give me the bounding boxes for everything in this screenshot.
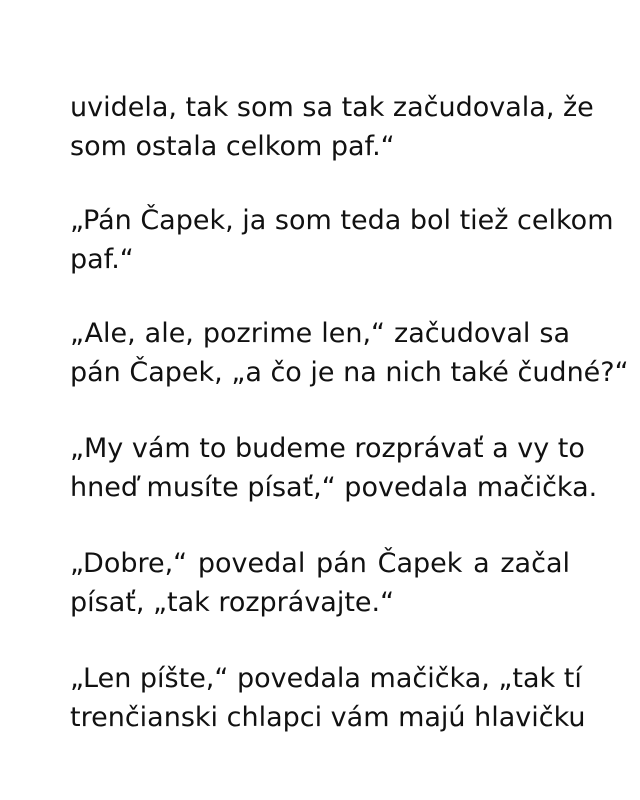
text-line: som ostala celkom paf.“ [70,131,395,162]
text-line: „My vám to budeme rozprávať a vy to [70,433,585,464]
text-line: pán Čapek, „a čo je na nich také čudné?“ [70,357,629,388]
paragraph-6 [70,659,586,737]
text-line: „Pán Čapek, ja som teda bol tiež celkom [70,205,614,236]
paragraph-3 [70,314,629,392]
text-line: paf.“ [70,244,134,275]
paragraph-1 [70,88,594,166]
paragraph-4 [70,429,598,507]
text-line: trenčianski chlapci vám majú hlavičku [70,702,586,733]
paragraph-5 [70,544,570,622]
text-line: „Len píšte,“ povedala mačička, „tak tí [70,663,582,694]
text-line: „Ale, ale, pozrime len,“ začudoval sa [70,318,570,349]
text-line: uvidela, tak som sa tak začudovala, že [70,92,594,123]
text-line: hneď musíte písať,“ povedala mačička. [70,472,598,503]
text-line: písať, „tak rozprávajte.“ [70,587,395,618]
paragraph-2 [70,201,614,279]
text-line: „Dobre,“ povedal pán Čapek a začal [70,548,570,579]
